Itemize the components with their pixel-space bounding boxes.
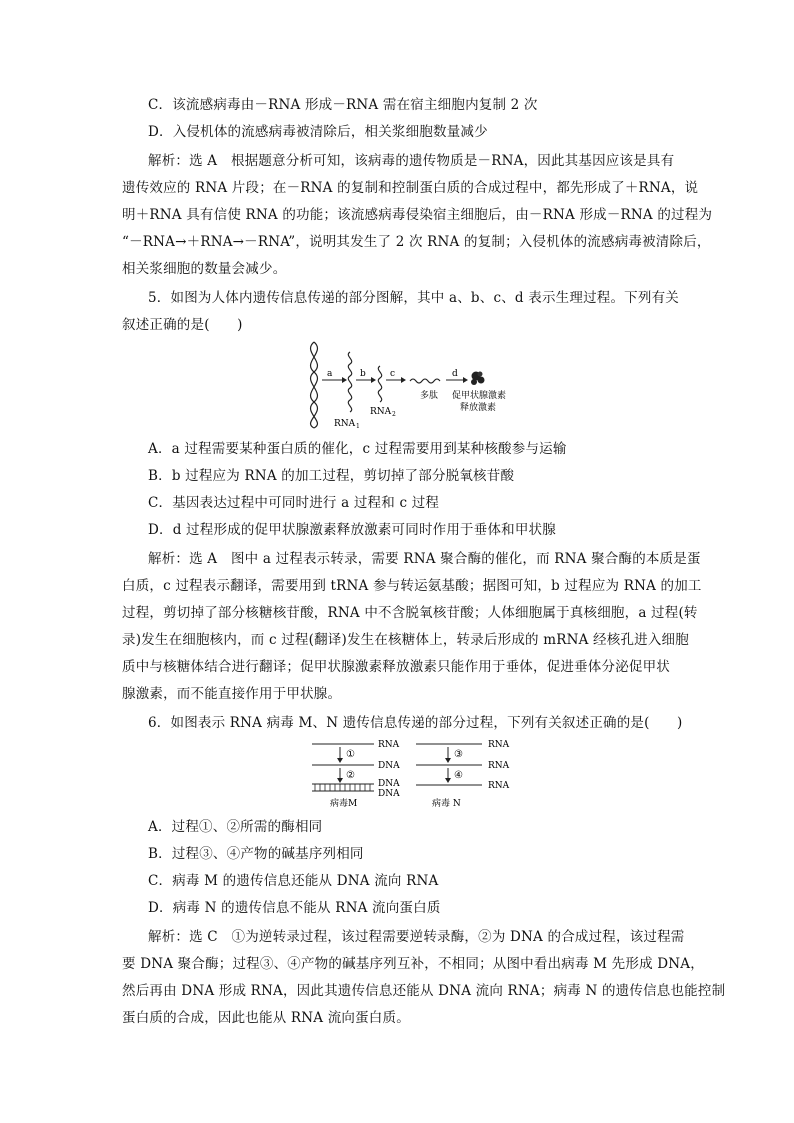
q4-analysis-line: “－RNA→＋RNA→－RNA”，说明其发生了 2 次 RNA 的复制；入侵机体的流感病毒被清除后， <box>122 234 711 250</box>
rna2-strand <box>378 366 381 402</box>
q5-option-a: A．a 过程需要某种蛋白质的催化，c 过程需要用到某种核酸参与运输 <box>148 441 567 457</box>
hormone-label-line2: 释放激素 <box>460 403 497 413</box>
arrow-d-icon <box>463 377 468 383</box>
step-b-label: b <box>360 369 366 379</box>
arrow-b-icon <box>371 377 376 383</box>
n-step-4: ④ <box>454 770 463 781</box>
rna2-subscript: 2 <box>392 411 396 418</box>
virus-m-label: 病毒M <box>330 799 358 809</box>
q5-analysis-line: 白质，c 过程表示翻译，需要用到 tRNA 参与转运氨基酸；据图可知，b 过程应为 RNA 的加工 <box>122 578 702 594</box>
q5-option-c: C．基因表达过程中可同时进行 a 过程和 c 过程 <box>148 495 440 511</box>
n-rna-label: RNA <box>488 740 510 750</box>
q6-virus-figure <box>308 735 528 810</box>
rna1-label: RNA <box>334 419 356 429</box>
q4-option-c: C．该流感病毒由－RNA 形成－RNA 需在宿主细胞内复制 2 次 <box>148 97 538 113</box>
q6-option-b: B．过程③、④产物的碱基序列相同 <box>148 846 364 862</box>
hormone-label-line1: 促甲状腺激素 <box>452 391 507 401</box>
q6-analysis-line: 蛋白质的合成，因此也能从 RNA 流向蛋白质。 <box>122 1010 410 1026</box>
n-rna-label: RNA <box>488 781 510 791</box>
rna2-label: RNA <box>370 407 392 417</box>
q5-option-d: D．d 过程形成的促甲状腺激素释放激素可同时作用于垂体和甲状腺 <box>148 522 556 538</box>
rna1-strand <box>348 352 351 412</box>
q5-option-b: B．b 过程应为 RNA 的加工过程，剪切掉了部分脱氧核苷酸 <box>148 468 515 484</box>
q5-gene-expression-figure <box>300 340 510 430</box>
m-step-1: ① <box>346 749 355 760</box>
q5-analysis-line: 录)发生在细胞核内，而 c 过程(翻译)发生在核糖体上，转录后形成的 mRNA 经核孔进入细胞 <box>122 632 689 648</box>
n-arrow-3-icon <box>445 758 451 763</box>
q6-analysis-line: 要 DNA 聚合酶；过程③、④产物的碱基序列互补，不相同；从图中看出病毒 M 先形成 DNA， <box>122 956 704 972</box>
q5-analysis-line: 解析：选 A 图中 a 过程表示转录，需要 RNA 聚合酶的催化，而 RNA 聚合酶的本质是蛋 <box>148 551 701 567</box>
dna-strand-1 <box>311 342 318 428</box>
rna1-subscript: 1 <box>356 423 360 430</box>
q6-analysis-line: 然后再由 DNA 形成 RNA，因此其遗传信息还能从 DNA 流向 RNA；病毒 N 的遗传信息也能控制 <box>122 983 726 999</box>
q4-analysis-line: 遗传效应的 RNA 片段；在－RNA 的复制和控制蛋白质的合成过程中，都先形成了＋RNA，说 <box>122 180 699 196</box>
q6-option-c: C．病毒 M 的遗传信息还能从 DNA 流向 RNA <box>148 873 439 889</box>
m-dna-label: DNA <box>378 761 400 771</box>
m-arrow-1-icon <box>337 758 343 763</box>
n-step-3: ③ <box>454 749 463 760</box>
m-arrow-2-icon <box>337 778 343 783</box>
q4-analysis-line: 明＋RNA 具有信使 RNA 的功能；该流感病毒侵染宿主细胞后，由－RNA 形成－RNA 的过程为 <box>122 207 713 223</box>
step-a-label: a <box>327 369 333 379</box>
folded-protein-icon <box>471 372 485 386</box>
q4-analysis-line: 解析：选 A 根据题意分析可知，该病毒的遗传物质是－RNA，因此其基因应该是具有 <box>148 153 675 169</box>
q5-analysis-line: 过程，剪切掉了部分核糖核苷酸，RNA 中不含脱氧核苷酸；人体细胞属于真核细胞，a 过程(转 <box>122 605 698 621</box>
q5-analysis-line: 腺激素，而不能直接作用于甲状腺。 <box>122 686 342 702</box>
m-dna-strand-label: DNA <box>378 779 400 789</box>
q4-analysis-line: 相关浆细胞的数量会减少。 <box>122 261 287 277</box>
n-arrow-4-icon <box>445 778 451 783</box>
m-rna-label: RNA <box>378 740 400 750</box>
virus-m-diagram <box>312 740 400 809</box>
q5-stem-line: 5．如图为人体内遗传信息传递的部分图解，其中 a、b、c、d 表示生理过程。下列有关 <box>148 290 679 306</box>
q5-analysis-line: 质中与核糖体结合进行翻译；促甲状腺激素释放激素只能作用于垂体，促进垂体分泌促甲状 <box>122 659 670 675</box>
q6-analysis-line: 解析：选 C ①为逆转录过程，该过程需要逆转录酶，②为 DNA 的合成过程，该过程需 <box>148 929 685 945</box>
q5-stem-line: 叙述正确的是( ) <box>122 317 243 333</box>
step-d-label: d <box>452 369 458 379</box>
q4-option-d: D．入侵机体的流感病毒被清除后，相关浆细胞数量减少 <box>148 124 488 140</box>
arrow-a-icon <box>342 377 347 383</box>
m-step-2: ② <box>346 770 355 781</box>
q6-stem: 6．如图表示 RNA 病毒 M、N 遗传信息传递的部分过程，下列有关叙述正确的是( ) <box>148 715 683 731</box>
n-rna-label: RNA <box>488 761 510 771</box>
virus-n-label: 病毒 N <box>432 799 461 809</box>
virus-n-diagram <box>416 740 510 809</box>
polypeptide-chain <box>410 379 440 383</box>
step-c-label: c <box>390 369 396 379</box>
m-dna-strand-label: DNA <box>378 789 400 799</box>
dna-strand-2 <box>311 342 318 428</box>
q6-option-a: A．过程①、②所需的酶相同 <box>148 819 323 835</box>
q6-option-d: D．病毒 N 的遗传信息不能从 RNA 流向蛋白质 <box>148 900 441 916</box>
arrow-c-icon <box>401 377 406 383</box>
peptide-label: 多肽 <box>420 391 439 401</box>
